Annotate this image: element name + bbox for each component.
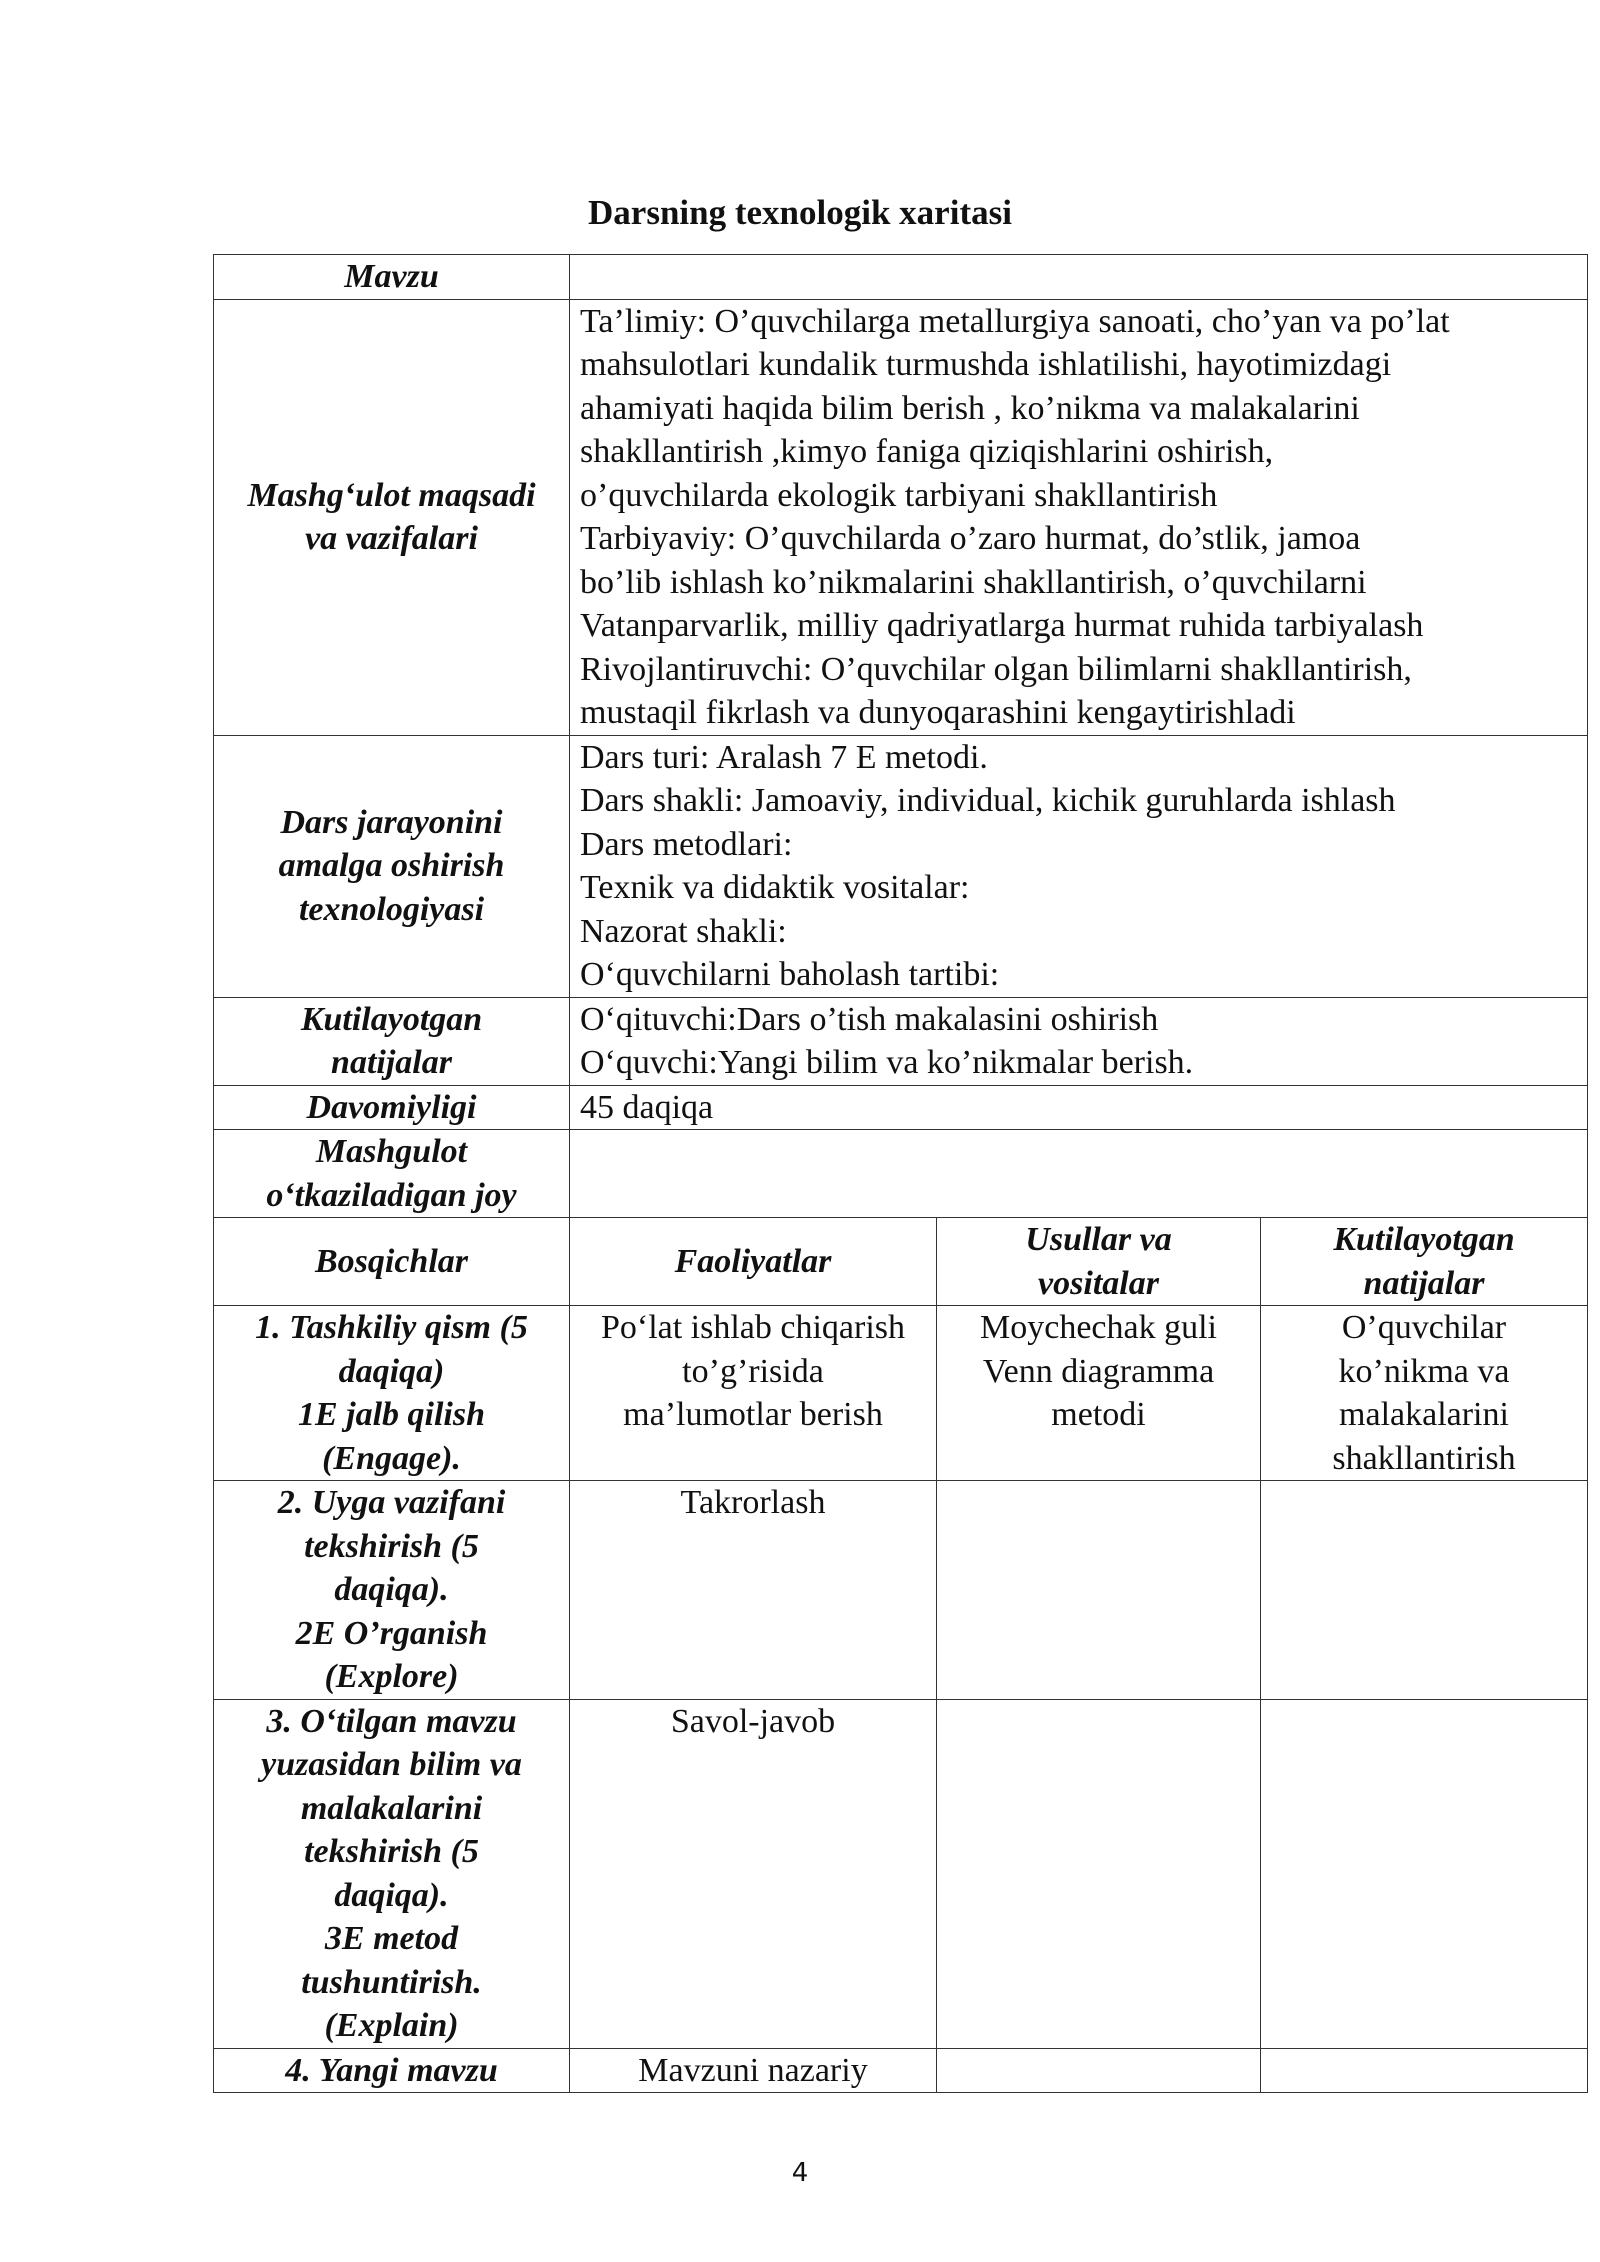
text-line: o’quvchilarda ekologik tarbiyani shakllantirish — [580, 476, 1218, 514]
text-line: O‘quvchi:Yangi bilim va ko’nikmalar berish. — [580, 1044, 1194, 1081]
stage-line: 2E O’rganish — [295, 1614, 488, 1652]
stage-row — [214, 1481, 1588, 1700]
text-line: Nazorat shakli: — [580, 912, 787, 950]
stage-row — [214, 1699, 1588, 2048]
value-davomiylik: 45 daqiqa — [570, 1085, 1588, 1130]
methods-cell — [937, 1699, 1261, 2048]
activity-line: Po‘lat ishlab chiqarish — [600, 1309, 906, 1346]
results-line: malakalarini — [1339, 1396, 1509, 1433]
label-line: Mashg‘ulot maqsadi — [247, 476, 536, 514]
header-line: vositalar — [1038, 1264, 1159, 1302]
text-line: bo’lib ishlash ko’nikmalarini shakllantirish, o’quvchilarni — [580, 563, 1367, 601]
text-line: Dars shakli: Jamoaviy, individual, kichik guruhlarda ishlash — [580, 782, 1396, 819]
stage-line: (Explore) — [324, 1658, 459, 1695]
text-line: Texnik va didaktik vositalar: — [580, 869, 970, 906]
stage-line: daqiqa). — [334, 1571, 449, 1608]
stage-line: (Engage). — [322, 1439, 461, 1477]
stage-line: 1E jalb qilish — [297, 1396, 486, 1433]
activity-line: Takrorlash — [680, 1484, 826, 1521]
technology-map-table — [213, 254, 1588, 2093]
stage-line: (Explain) — [324, 2007, 459, 2044]
text-line: Dars turi: Aralash 7 E metodi. — [580, 738, 988, 776]
label-natijalar — [214, 997, 570, 1085]
header-line: Kutilayotgan — [1333, 1221, 1515, 1258]
label-line: va vazifalari — [305, 520, 478, 557]
methods-line: Moychechak guli — [980, 1309, 1217, 1346]
text-line: shakllantirish ,kimyo faniga qiziqishlarini oshirish, — [580, 433, 1274, 470]
row-davomiylik — [214, 1085, 1588, 1130]
text-line: ahamiyati haqida bilim berish , ko’nikma va malakalarini — [580, 389, 1360, 427]
text-line: O‘quvchilarni baholash tartibi: — [580, 956, 1000, 993]
results-cell — [1261, 1306, 1588, 1481]
label-line: Mashgulot — [315, 1133, 468, 1170]
stage-line: tekshirish (5 — [304, 1527, 479, 1565]
text-line: mustaqil fikrlash va dunyoqarashini kengaytirishladi — [580, 694, 1296, 731]
row-texnologiya — [214, 735, 1588, 997]
label-line: natijalar — [331, 1044, 452, 1081]
activity-cell — [570, 1306, 937, 1481]
label-line: amalga oshirish — [278, 847, 505, 885]
text-line: Ta’limiy: O’quvchilarga metallurgiya sanoati, cho’yan va po’lat — [580, 302, 1450, 340]
stage-line: yuzasidan bilim va — [261, 1746, 522, 1783]
results-cell — [1261, 1699, 1588, 2048]
stage-row — [214, 2048, 1588, 2093]
stage-cell — [214, 1699, 570, 2048]
header-usullar — [937, 1218, 1261, 1306]
methods-cell — [937, 1306, 1261, 1481]
results-line: shakllantirish — [1332, 1439, 1516, 1477]
stage-line: daqiqa). — [334, 1876, 449, 1914]
value-texnologiya — [570, 735, 1588, 997]
row-joy — [214, 1130, 1588, 1218]
stage-header-row — [214, 1218, 1588, 1306]
header-line: Usullar va — [1025, 1221, 1172, 1258]
text-line: Dars metodlari: — [580, 825, 793, 863]
row-natijalar — [214, 997, 1588, 1085]
activity-line: to’g’risida — [682, 1352, 824, 1390]
stage-line: 3E metod — [324, 1920, 459, 1957]
stage-row — [214, 1306, 1588, 1481]
label-davomiylik: Davomiyligi — [214, 1085, 570, 1130]
label-mavzu: Mavzu — [214, 255, 570, 300]
stage-line: 3. O‘tilgan mavzu — [266, 1702, 517, 1740]
methods-cell — [937, 1481, 1261, 1700]
stage-line: daqiqa) — [338, 1352, 445, 1390]
label-line: Kutilayotgan — [300, 1000, 483, 1038]
stage-line: 2. Uyga vazifani — [277, 1484, 506, 1521]
label-joy — [214, 1130, 570, 1218]
label-line: texnologiyasi — [298, 890, 485, 928]
row-maqsad — [214, 299, 1588, 735]
text-line: mahsulotlari kundalik turmushda ishlatilishi, hayotimizdagi — [580, 346, 1392, 383]
row-mavzu — [214, 255, 1588, 300]
page-number: 4 — [791, 2158, 809, 2188]
activity-cell — [570, 1481, 937, 1700]
activity-cell — [570, 1699, 937, 2048]
stage-cell — [214, 1481, 570, 1700]
header-kutilayotgan — [1261, 1218, 1588, 1306]
text-line: Tarbiyaviy: O’quvchilarda o’zaro hurmat, do’stlik, jamoa — [580, 520, 1361, 557]
methods-line: Venn diagramma — [982, 1352, 1215, 1390]
results-cell — [1261, 2048, 1588, 2093]
stage-line: tushuntirish. — [301, 1963, 482, 2001]
stage-line: 1. Tashkiliy qism (5 — [255, 1309, 528, 1346]
stage-cell — [214, 1306, 570, 1481]
label-line: Dars jarayonini — [280, 803, 503, 841]
document-title: Darsning texnologik xaritasi — [588, 193, 1012, 232]
value-joy — [570, 1130, 1588, 1218]
text-line: O‘qituvchi:Dars o’tish makalasini oshirish — [580, 1000, 1159, 1038]
methods-cell — [937, 2048, 1261, 2093]
header-line: natijalar — [1363, 1264, 1485, 1302]
value-natijalar — [570, 997, 1588, 1085]
value-mavzu — [570, 255, 1588, 300]
stage-line: 4. Yangi mavzu — [285, 2051, 498, 2089]
stage-line: malakalarini — [300, 1789, 483, 1827]
text-line: Vatanparvarlik, milliy qadriyatlarga hurmat ruhida tarbiyalash — [580, 607, 1424, 644]
activity-line: Mavzuni nazariy — [638, 2051, 868, 2089]
stage-cell — [214, 2048, 570, 2093]
header-faoliyatlar: Faoliyatlar — [570, 1218, 937, 1306]
activity-line: Savol-javob — [670, 1702, 836, 1740]
label-maqsad — [214, 299, 570, 735]
label-texnologiya — [214, 735, 570, 997]
results-line: ko’nikma va — [1338, 1352, 1510, 1390]
activity-cell — [570, 2048, 937, 2093]
results-cell — [1261, 1481, 1588, 1700]
activity-line: ma’lumotlar berish — [623, 1396, 883, 1433]
results-line: O’quvchilar — [1341, 1309, 1507, 1346]
label-line: o‘tkaziladigan joy — [266, 1176, 517, 1214]
methods-line: metodi — [1051, 1396, 1146, 1433]
header-bosqichlar: Bosqichlar — [214, 1218, 570, 1306]
stage-line: tekshirish (5 — [304, 1833, 479, 1870]
text-line: Rivojlantiruvchi: O’quvchilar olgan bilimlarni shakllantirish, — [580, 650, 1412, 688]
value-maqsad — [570, 299, 1588, 735]
